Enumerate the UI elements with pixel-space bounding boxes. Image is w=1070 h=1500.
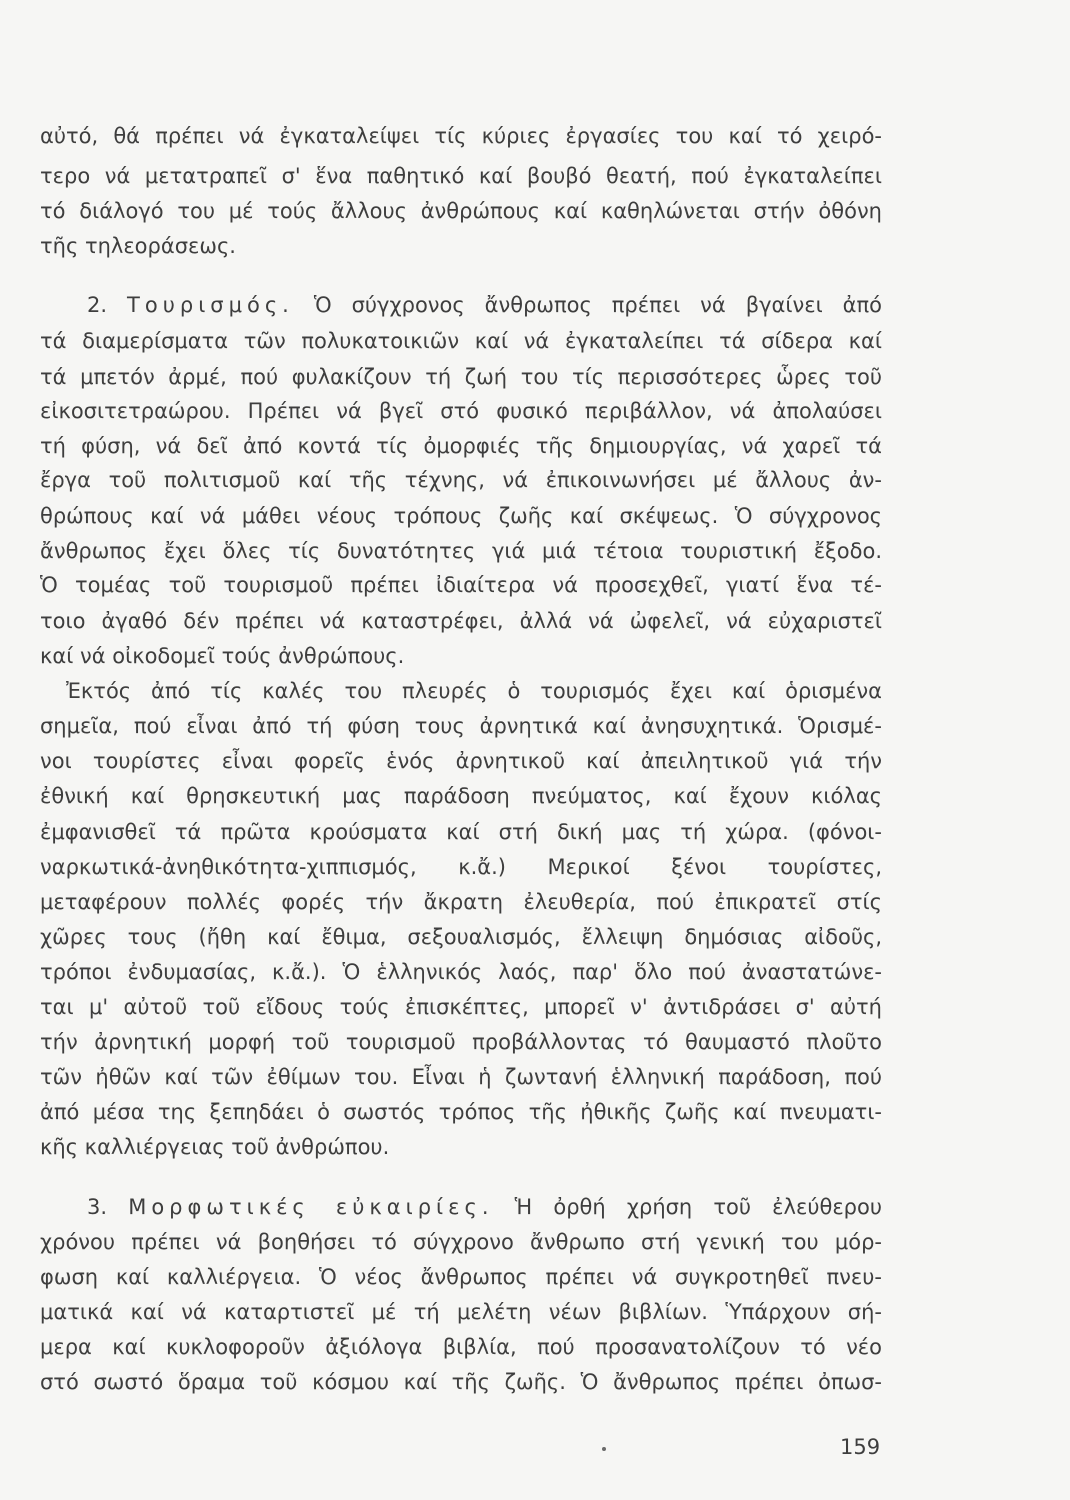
text-line: ματικά καί νά καταρτιστεῖ μέ τή μελέτη νέων βιβλίων. Ὑπάρχουν σή-	[40, 1300, 882, 1324]
text-line: ἐθνική καί θρησκευτική μας παράδοση πνεύματος, καί ἔχουν κιόλας	[40, 784, 882, 808]
text-line: φωση καί καλλιέργεια. Ὁ νέος ἄνθρωπος πρέπει νά συγκροτηθεῖ πνευ-	[40, 1265, 882, 1289]
text-line: ται μ' αὐτοῦ τοῦ εἴδους τούς ἐπισκέπτες, μπορεῖ ν' ἀντιδράσει σ' αὐτή	[40, 995, 882, 1019]
section-title: Τουρισμός.	[127, 293, 294, 317]
text-line: θρώπους καί νά μάθει νέους τρόπους ζωῆς καί σκέψεως. Ὁ σύγχρονος	[40, 504, 882, 528]
text-line: χῶρες τους (ἤθη καί ἔθιμα, σεξουαλισμός, ἔλλειψη δημόσιας αἰδοῦς,	[40, 925, 882, 949]
text-line: αὐτό, θά πρέπει νά ἐγκαταλείψει τίς κύριες ἐργασίες του καί τό χειρό-	[40, 124, 882, 148]
print-speck	[602, 1447, 606, 1451]
section-heading-line	[87, 1187, 882, 1227]
text-line: ἐμφανισθεῖ τά πρῶτα κρούσματα καί στή δική μας τή χώρα. (φόνοι-	[40, 820, 882, 844]
text-line: τῶν ἠθῶν καί τῶν ἐθίμων του. Εἶναι ἡ ζωντανή ἑλληνική παράδοση, πού	[40, 1065, 882, 1089]
text-line: στό σωστό ὅραμα τοῦ κόσμου καί τῆς ζωῆς. Ὁ ἄνθρωπος πρέπει ὀπωσ-	[40, 1370, 882, 1394]
text-line: ναρκωτικά-ἀνηθικότητα-χιππισμός, κ.ἄ.) Μερικοί ξένοι τουρίστες,	[40, 855, 882, 879]
text-line: τά μπετόν ἀρμέ, πού φυλακίζουν τή ζωή του τίς περισσότερες ὧρες τοῦ	[40, 365, 882, 389]
text-line: τήν ἀρνητική μορφή τοῦ τουρισμοῦ προβάλλοντας τό θαυμαστό πλοῦτο	[40, 1030, 882, 1054]
text-line: τερο νά μετατραπεῖ σ' ἕνα παθητικό καί βουβό θεατή, πού ἐγκαταλείπει	[40, 164, 882, 188]
section-number: 3.	[87, 1195, 108, 1219]
text-line: ἀπό μέσα της ξεπηδάει ὁ σωστός τρόπος τῆς ἠθικῆς ζωῆς καί πνευματι-	[40, 1100, 882, 1124]
text-line: σημεῖα, πού εἶναι ἀπό τή φύση τους ἀρνητικά καί ἀνησυχητικά. Ὁρισμέ-	[40, 714, 882, 738]
text-line: μεταφέρουν πολλές φορές τήν ἄκρατη ἐλευθερία, πού ἐπικρατεῖ στίς	[40, 890, 882, 914]
section-heading-line	[87, 285, 882, 325]
text-line: τό διάλογό του μέ τούς ἄλλους ἀνθρώπους καί καθηλώνεται στήν ὀθόνη	[40, 199, 882, 223]
text-line: τῆς τηλεοράσεως.	[40, 234, 236, 258]
text-line: κῆς καλλιέργειας τοῦ ἀνθρώπου.	[40, 1135, 390, 1159]
text-line: ἄνθρωπος ἔχει ὅλες τίς δυνατότητες γιά μιά τέτοια τουριστική ἔξοδο.	[40, 539, 882, 563]
section-number: 2.	[87, 293, 108, 317]
text-line: Ἐκτός ἀπό τίς καλές του πλευρές ὁ τουρισμός ἔχει καί ὁρισμένα	[66, 679, 882, 703]
text-line: τή φύση, νά δεῖ ἀπό κοντά τίς ὀμορφιές τῆς δημιουργίας, νά χαρεῖ τά	[40, 434, 882, 458]
text-line: νοι τουρίστες εἶναι φορεῖς ἑνός ἀρνητικοῦ καί ἀπειλητικοῦ γιά τήν	[40, 749, 882, 773]
text-line: τά διαμερίσματα τῶν πολυκατοικιῶν καί νά ἐγκαταλείπει τά σίδερα καί	[40, 329, 882, 353]
text-line: τοιο ἀγαθό δέν πρέπει νά καταστρέφει, ἀλλά νά ὠφελεῖ, νά εὐχαριστεῖ	[40, 609, 882, 633]
text-line: εἰκοσιτετραώρου. Πρέπει νά βγεῖ στό φυσικό περιβάλλον, νά ἀπολαύσει	[40, 399, 882, 423]
text-line: καί νά οἰκοδομεῖ τούς ἀνθρώπους.	[40, 644, 405, 668]
text-line: χρόνου πρέπει νά βοηθήσει τό σύγχρονο ἄνθρωπο στή γενική του μόρ-	[40, 1230, 882, 1254]
heading-line-text: Ὁ σύγχρονος ἄνθρωπος πρέπει νά βγαίνει ἀπό	[313, 293, 882, 317]
text-line: μερα καί κυκλοφοροῦν ἀξιόλογα βιβλία, πού προσανατολίζουν τό νέο	[40, 1335, 882, 1359]
text-line: ἔργα τοῦ πολιτισμοῦ καί τῆς τέχνης, νά ἐπικοινωνήσει μέ ἄλλους ἀν-	[40, 468, 882, 492]
heading-line-text: Ἡ ὀρθή χρήση τοῦ ἐλεύθερου	[514, 1195, 882, 1219]
text-line: τρόποι ἐνδυμασίας, κ.ἄ.). Ὁ ἑλληνικός λαός, παρ' ὅλο πού ἀναστατώνε-	[40, 960, 882, 984]
text-line: Ὁ τομέας τοῦ τουρισμοῦ πρέπει ἰδιαίτερα νά προσεχθεῖ, γιατί ἕνα τέ-	[40, 573, 882, 597]
page-number: 159	[840, 1435, 881, 1459]
section-title: Μορφωτικές εὐκαιρίες.	[128, 1195, 494, 1219]
